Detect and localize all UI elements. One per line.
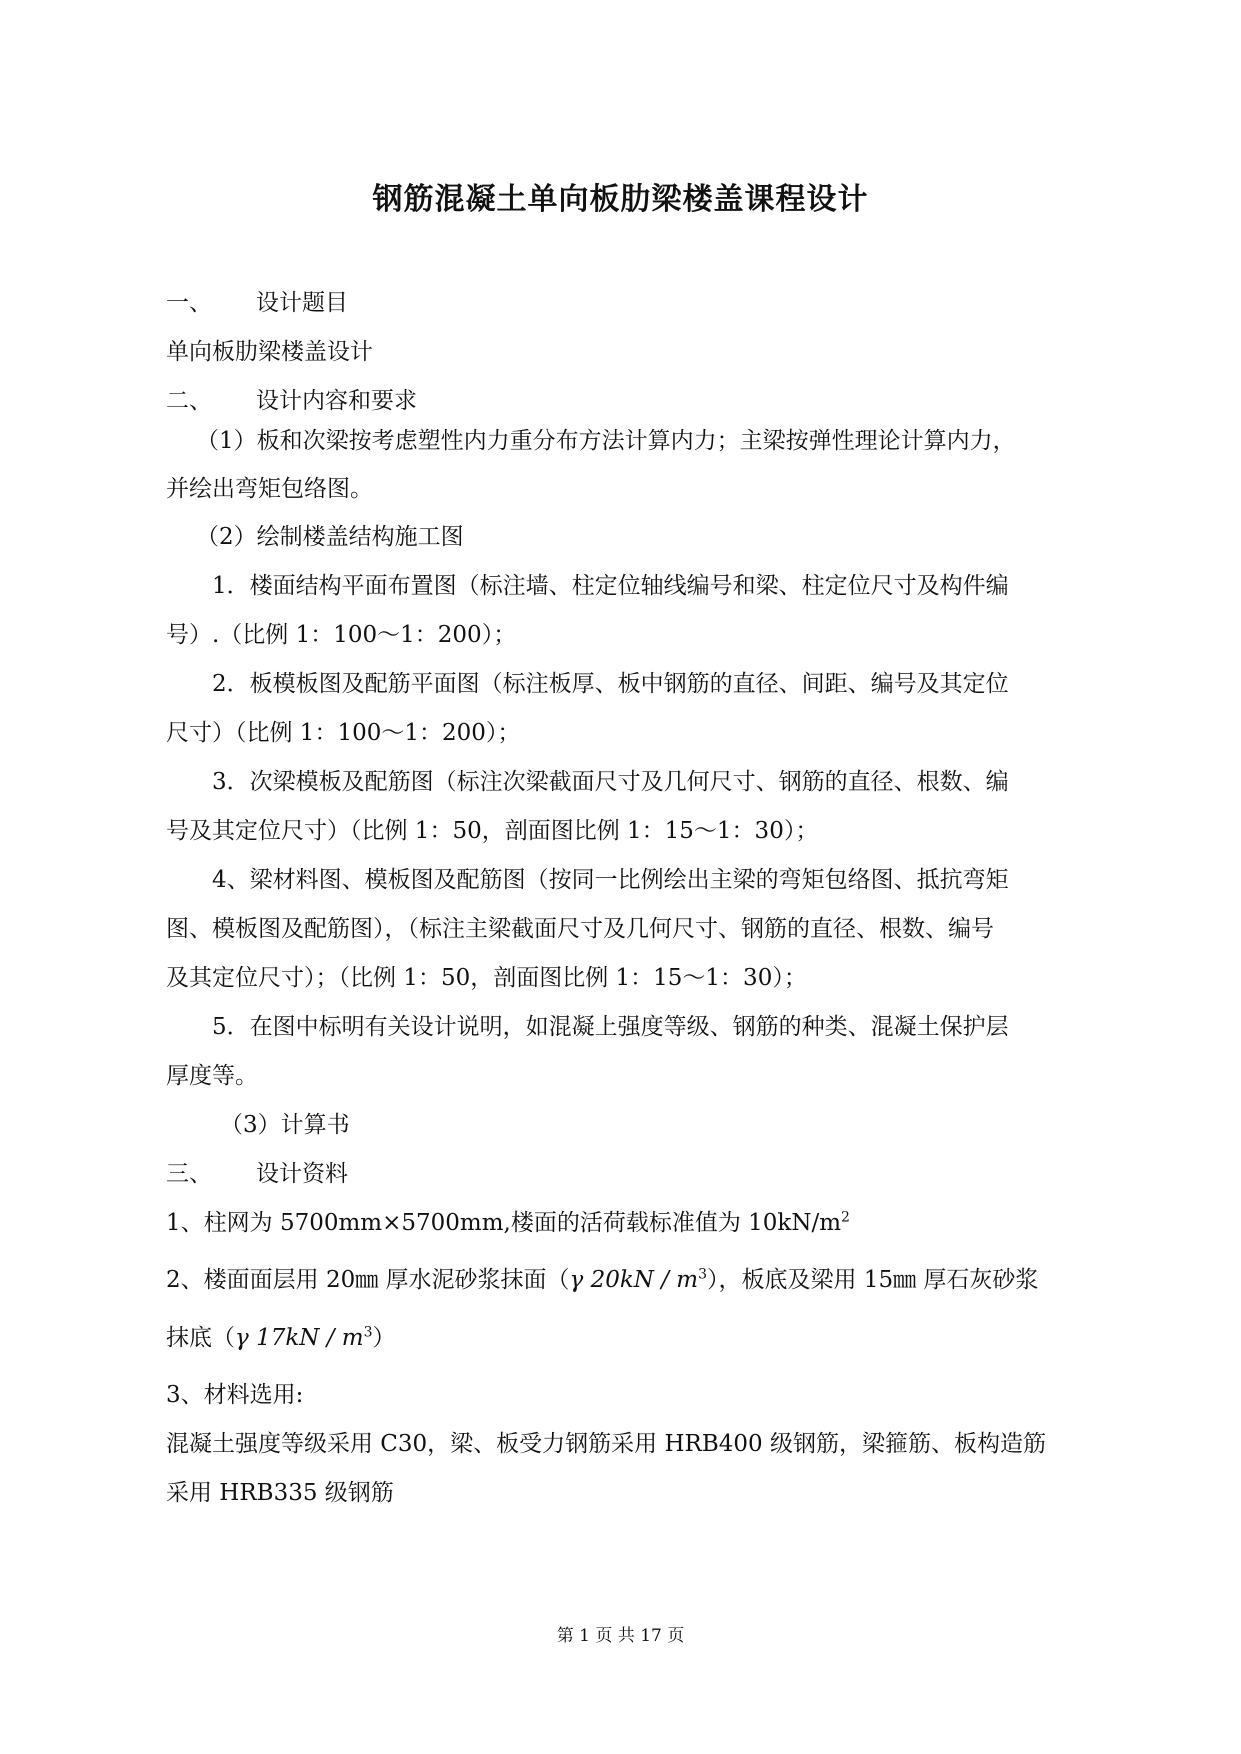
gamma-symbol: γ xyxy=(235,1325,257,1351)
superscript: 3 xyxy=(363,1324,373,1341)
section-number: 一、 xyxy=(166,290,212,316)
paragraph-line: 并绘出弯矩包络图。 xyxy=(166,476,373,502)
paragraph-line: （2）绘制楼盖结构施工图 xyxy=(196,524,464,550)
paragraph: 单向板肋梁楼盖设计 xyxy=(166,339,373,365)
paragraph-line: 5．在图中标明有关设计说明，如混凝上强度等级、钢筋的种类、混凝土保护层 xyxy=(212,1014,1009,1040)
paragraph-line: 尺寸）（比例 1：100～1：200）； xyxy=(166,720,521,746)
paragraph-line: 3．次梁模板及配筋图（标注次梁截面尺寸及几何尺寸、钢筋的直径、根数、编 xyxy=(212,769,1009,795)
formula-value: 20kN / m xyxy=(590,1267,699,1293)
text-run: 1、柱网为 5700mm×5700mm,楼面的活荷载标准值为 10kN/m xyxy=(166,1210,842,1236)
superscript: 2 xyxy=(841,1209,850,1226)
gamma-symbol: γ xyxy=(569,1267,591,1293)
paragraph-line: 混凝土强度等级采用 C30，梁、板受力钢筋采用 HRB400 级钢筋，梁箍筋、板构造筋 xyxy=(166,1431,1046,1457)
paragraph-line: 3、材料选用: xyxy=(166,1382,304,1408)
section-heading-1 xyxy=(166,287,1081,319)
paragraph-line xyxy=(166,1207,1081,1239)
paragraph-line: 4、梁材料图、模板图及配筋图（按同一比例绘出主梁的弯矩包络图、抵抗弯矩 xyxy=(212,867,1009,893)
page-footer: 第 1 页 共 17 页 xyxy=(556,1626,685,1646)
paragraph-line: （1）板和次梁按考虑塑性内力重分布方法计算内力；主梁按弹性理论计算内力， xyxy=(196,428,1016,454)
paragraph-line: 及其定位尺寸）；（比例 1：50，剖面图比例 1：15～1：30）； xyxy=(166,965,807,991)
formula-value: 17kN / m xyxy=(256,1325,364,1351)
section-number: 三、 xyxy=(166,1161,212,1187)
text-run: 抹底（ xyxy=(166,1325,235,1351)
section-title: 设计资料 xyxy=(256,1161,348,1187)
text-run: ） xyxy=(372,1325,396,1351)
paragraph-line: 图、模板图及配筋图），（标注主梁截面尺寸及几何尺寸、钢筋的直径、根数、编号 xyxy=(166,916,994,942)
paragraph-line xyxy=(166,1322,1081,1354)
section-title: 设计题目 xyxy=(256,290,348,316)
text-run: 2、楼面面层用 20㎜ 厚水泥砂浆抹面（ xyxy=(166,1267,570,1293)
paragraph-line: 号及其定位尺寸）（比例 1：50，剖面图比例 1：15～1：30）； xyxy=(166,818,819,844)
paragraph-line: 采用 HRB335 级钢筋 xyxy=(166,1480,394,1506)
paragraph-line: 1．楼面结构平面布置图（标注墙、柱定位轴线编号和梁、柱定位尺寸及构件编 xyxy=(212,573,1009,599)
section-heading-3 xyxy=(166,1158,1081,1190)
section-heading-2 xyxy=(166,385,1081,417)
paragraph-line: 2．板模板图及配筋平面图（标注板厚、板中钢筋的直径、间距、编号及其定位 xyxy=(212,671,1009,697)
section-title: 设计内容和要求 xyxy=(256,388,417,414)
document-title: 钢筋混凝土单向板肋梁楼盖课程设计 xyxy=(372,182,869,217)
paragraph-line: （3）计算书 xyxy=(220,1112,350,1138)
section-number: 二、 xyxy=(166,388,212,414)
paragraph-line: 号）.（比例 1：100～1：200）； xyxy=(166,622,517,648)
paragraph-line xyxy=(166,1264,1081,1296)
paragraph-line: 厚度等。 xyxy=(166,1063,258,1089)
superscript: 3 xyxy=(698,1266,708,1283)
text-run: ），板底及梁用 15㎜ 厚石灰砂浆 xyxy=(707,1267,1039,1293)
